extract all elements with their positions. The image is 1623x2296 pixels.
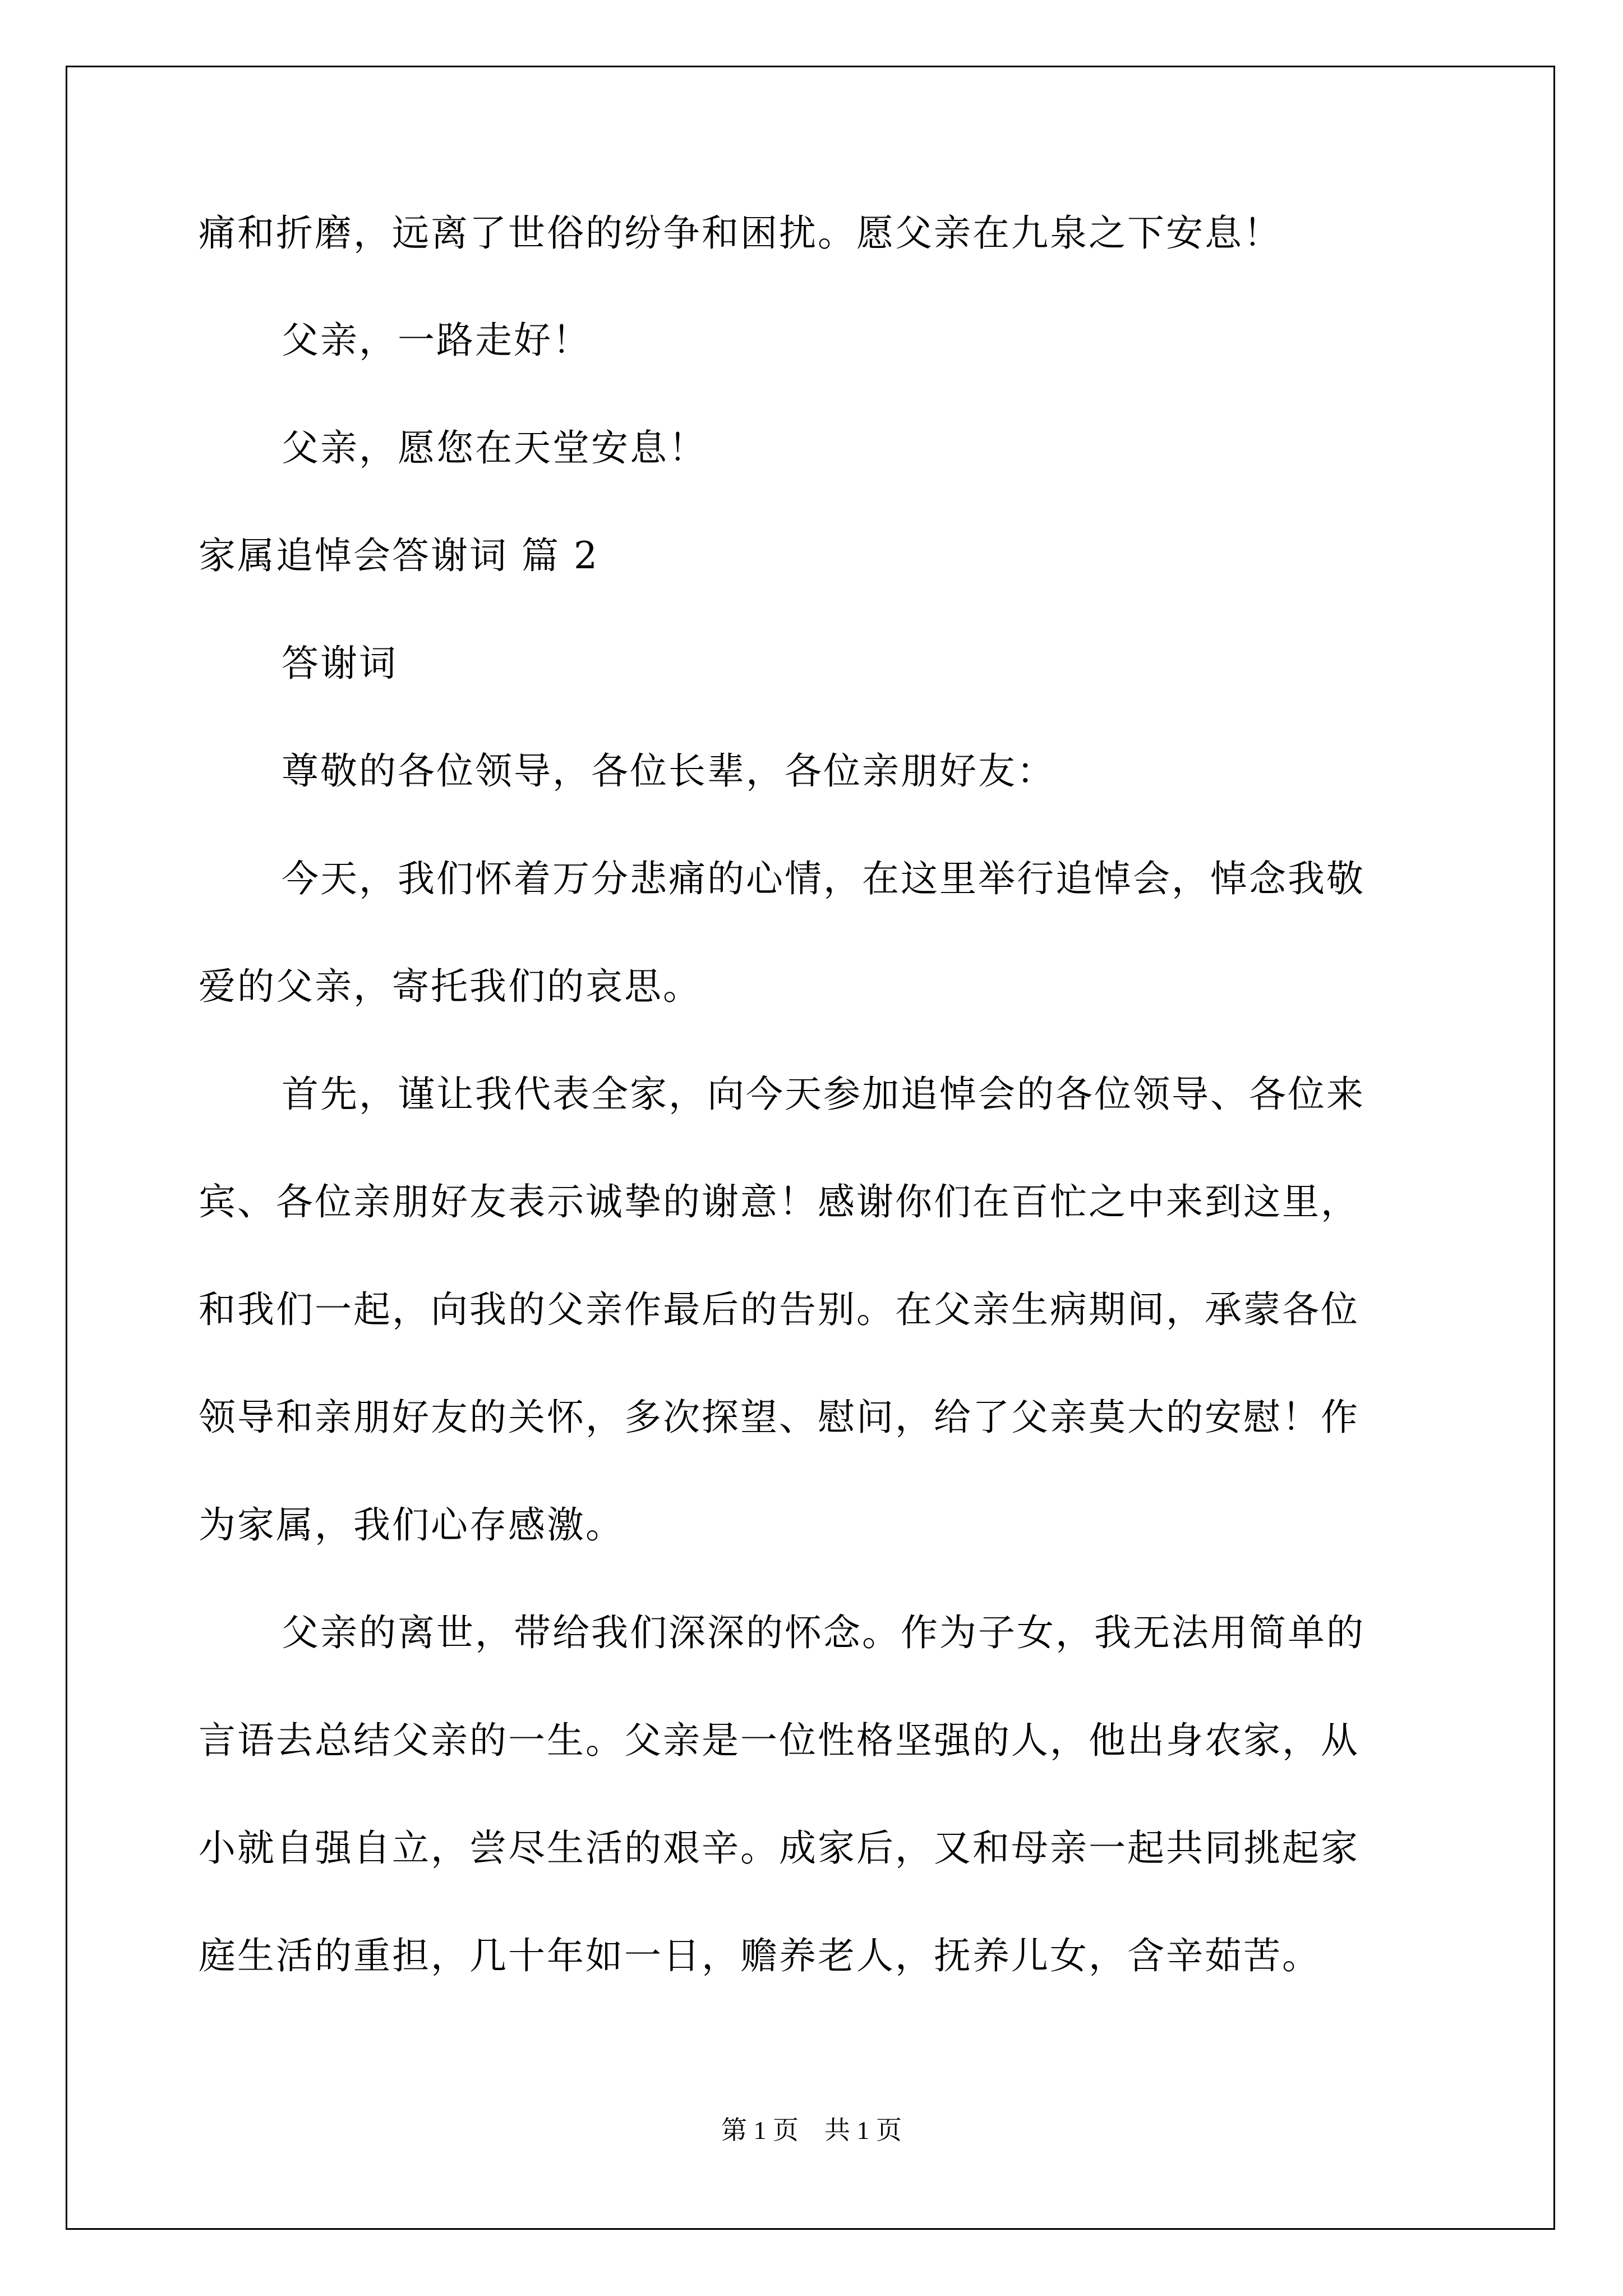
paragraph-line: 尊敬的各位领导，各位长辈，各位亲朋好友： (282, 749, 1055, 793)
paragraph-line: 小就自强自立，尝尽生活的艰辛。成家后，又和母亲一起共同挑起家 (199, 1826, 1359, 1870)
paragraph-line: 领导和亲朋好友的关怀，多次探望、慰问，给了父亲莫大的安慰！作 (199, 1396, 1359, 1439)
paragraph-line: 首先，谨让我代表全家，向今天参加追悼会的各位领导、各位来 (282, 1073, 1365, 1116)
paragraph-line: 父亲的离世，带给我们深深的怀念。作为子女，我无法用简单的 (282, 1611, 1365, 1654)
paragraph-line: 今天，我们怀着万分悲痛的心情，在这里举行追悼会，悼念我敬 (282, 857, 1365, 900)
paragraph-line: 宾、各位亲朋好友表示诚挚的谢意！感谢你们在百忙之中来到这里， (199, 1180, 1359, 1223)
paragraph-line: 父亲，愿您在天堂安息！ (282, 426, 707, 470)
paragraph-line: 父亲，一路走好！ (282, 319, 591, 362)
paragraph-line: 和我们一起，向我的父亲作最后的告别。在父亲生病期间，承蒙各位 (199, 1288, 1359, 1331)
paragraph-line: 为家属，我们心存感激。 (199, 1503, 624, 1547)
page-border (66, 66, 1555, 2230)
paragraph-line: 爱的父亲，寄托我们的哀思。 (199, 965, 702, 1008)
page-footer: 第 1 页 共 1 页 (721, 2116, 902, 2145)
paragraph-line: 庭生活的重担，几十年如一日，赡养老人，抚养儿女，含辛茹苦。 (199, 1934, 1321, 1977)
section-heading: 家属追悼会答谢词 篇 2 (199, 534, 599, 577)
paragraph-line: 答谢词 (282, 642, 398, 685)
paragraph-line: 痛和折磨，远离了世俗的纷争和困扰。愿父亲在九泉之下安息！ (199, 211, 1282, 255)
paragraph-line: 言语去总结父亲的一生。父亲是一位性格坚强的人，他出身农家，从 (199, 1719, 1359, 1762)
